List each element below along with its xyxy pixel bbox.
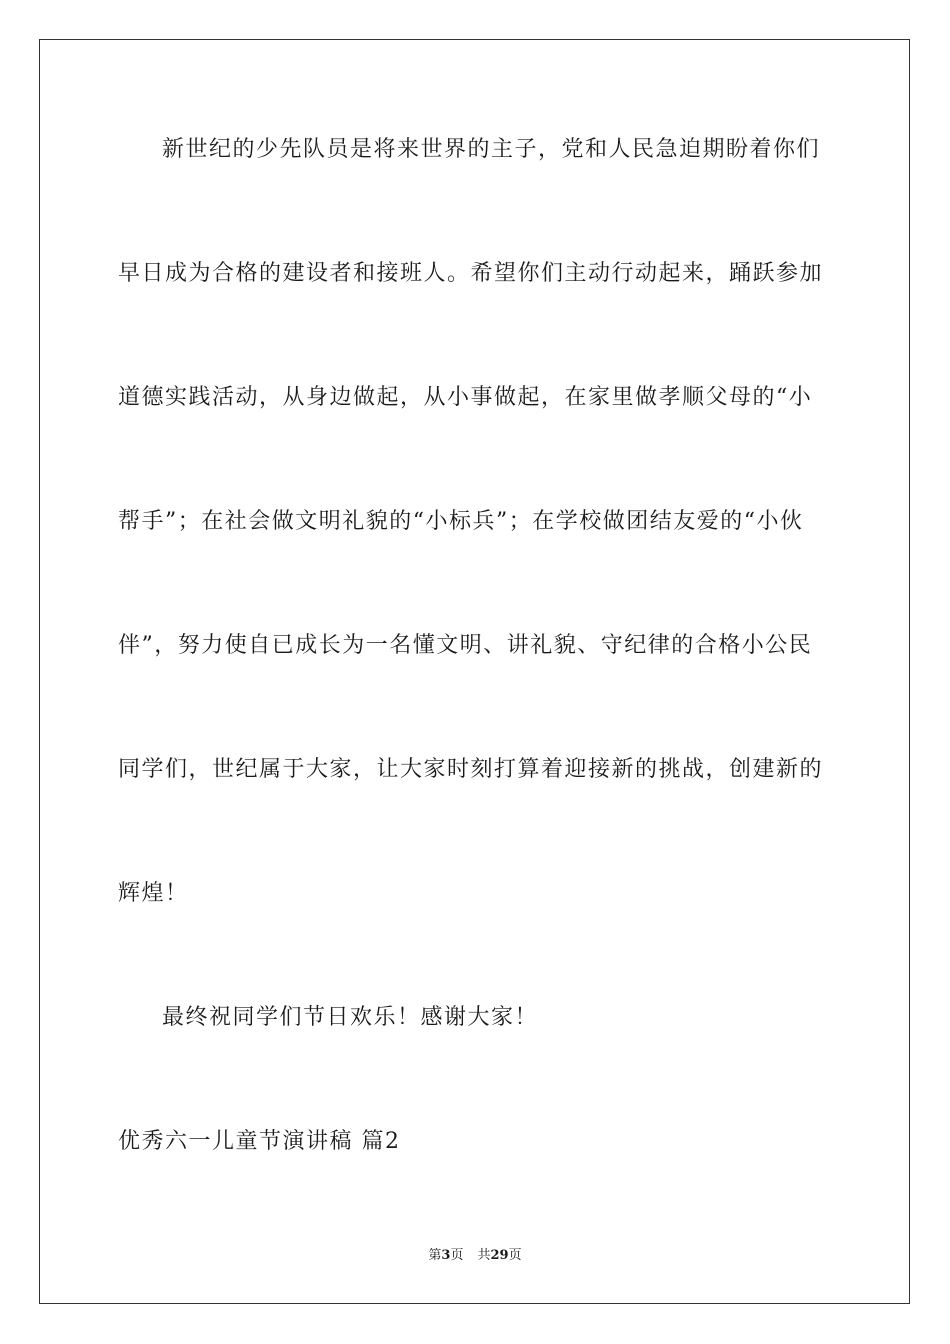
paragraph-line-4: 帮手”；在社会做文明礼貌的“小标兵”；在学校做团结友爱的“小伙 — [118, 509, 804, 534]
page-frame — [39, 39, 910, 1304]
footer-page-prefix: 第 — [428, 1248, 442, 1263]
footer-total-suffix: 页 — [508, 1248, 522, 1263]
section-heading: 优秀六一儿童节演讲稿 篇2 — [118, 1129, 401, 1154]
paragraph-line-6: 同学们，世纪属于大家，让大家时刻打算着迎接新的挑战，创建新的 — [118, 757, 824, 782]
footer-total-prefix: 共 — [477, 1248, 491, 1263]
paragraph-line-2: 早日成为合格的建设者和接班人。希望你们主动行动起来，踊跃参加 — [118, 261, 824, 286]
footer-total-pages: 29 — [490, 1248, 509, 1263]
paragraph-line-1: 新世纪的少先队员是将来世界的主子，党和人民急迫期盼着你们 — [162, 137, 821, 162]
page-footer — [0, 1248, 950, 1264]
paragraph-line-7: 辉煌！ — [118, 881, 189, 906]
paragraph-line-5: 伴”，努力使自已成长为一名懂文明、讲礼貌、守纪律的合格小公民 — [118, 633, 813, 658]
paragraph-line-3: 道德实践活动，从身边做起，从小事做起，在家里做孝顺父母的“小 — [118, 385, 813, 410]
footer-page-number: 3 — [441, 1248, 451, 1263]
footer-page-suffix: 页 — [450, 1248, 464, 1263]
closing-line: 最终祝同学们节日欢乐！感谢大家！ — [162, 1005, 539, 1030]
